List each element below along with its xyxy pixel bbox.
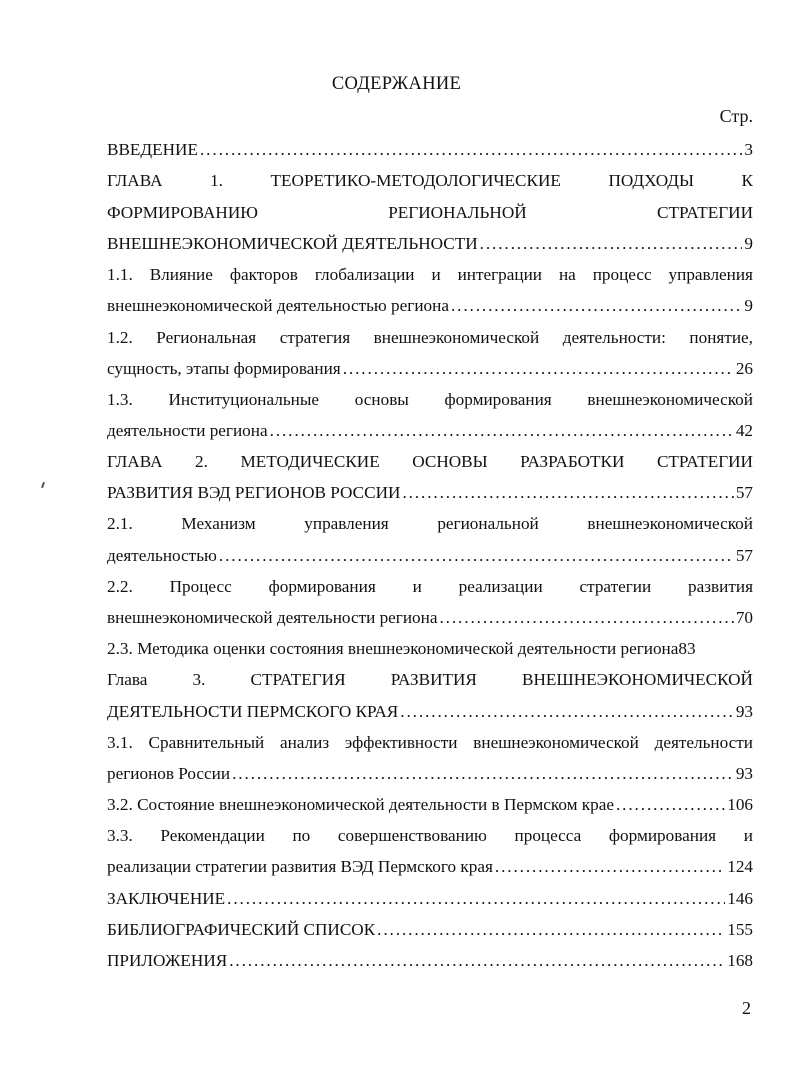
toc-word: реализации (458, 577, 543, 596)
toc-page-number: 57 (735, 546, 753, 565)
toc-entry-text: ПРИЛОЖЕНИЯ (107, 951, 228, 970)
toc-word: Институциональные (168, 390, 320, 409)
toc-entry-line (107, 949, 753, 973)
toc-entry-line (107, 668, 753, 692)
toc-word: по (292, 826, 311, 845)
toc-page-number: 124 (727, 857, 753, 876)
toc-entry-text: ВНЕШНЕЭКОНОМИЧЕСКОЙ ДЕЯТЕЛЬНОСТИ (107, 234, 478, 253)
toc-word: эффективности (344, 733, 458, 752)
toc-entry-line (107, 232, 753, 256)
toc-page-number: 155 (727, 920, 753, 939)
dot-leader (451, 294, 742, 318)
toc-entry-line: 2.3. Методика оценки состояния внешнеэкономической деятельности региона83 (107, 639, 696, 658)
dot-leader (200, 138, 742, 162)
toc-word: интеграции (457, 265, 542, 284)
toc-page-number: 42 (735, 421, 753, 440)
toc-entry-line (107, 855, 753, 879)
toc-word: внешнеэкономической (473, 733, 639, 752)
toc-entry-text: сущность, этапы формирования (107, 359, 341, 378)
page-number: 2 (742, 998, 751, 1018)
dot-leader (400, 700, 734, 724)
toc-word: факторов (229, 265, 298, 284)
toc-word: К (741, 171, 753, 190)
toc-word: Влияние (149, 265, 213, 284)
toc-page-number: 26 (735, 359, 753, 378)
toc-word: и (412, 577, 422, 596)
dot-leader (402, 481, 733, 505)
toc-word: основы (354, 390, 409, 409)
toc-entry-text: реализации стратегии развития ВЭД Пермского края (107, 857, 493, 876)
toc-entry-line (107, 326, 753, 350)
page-title: СОДЕРЖАНИЕ (331, 74, 462, 94)
toc-word: ВНЕШНЕЭКОНОМИЧЕСКОЙ (522, 670, 753, 689)
toc-word: внешнеэкономической (587, 514, 753, 533)
toc-word: РЕГИОНАЛЬНОЙ (388, 203, 527, 222)
dot-leader (439, 606, 733, 630)
dot-leader (480, 232, 743, 256)
toc-word: МЕТОДИЧЕСКИЕ (240, 452, 380, 471)
dot-leader (616, 793, 725, 817)
toc-word: процесс (592, 265, 652, 284)
toc-word: внешнеэкономической (373, 328, 540, 347)
toc-word: деятельности (654, 733, 753, 752)
toc-word: управления (304, 514, 389, 533)
toc-word: стратегия (279, 328, 351, 347)
toc-entry-line (107, 793, 753, 817)
toc-entry-text: РАЗВИТИЯ ВЭД РЕГИОНОВ РОССИИ (107, 483, 401, 502)
toc-page-number: 106 (727, 795, 753, 814)
toc-word: ПОДХОДЫ (608, 171, 694, 190)
toc-entry-line (107, 263, 753, 287)
toc-word: Механизм (181, 514, 256, 533)
toc-word: развития (688, 577, 753, 596)
toc-page-number: 146 (727, 889, 753, 908)
toc-word: управления (668, 265, 753, 284)
toc-word: 2. (195, 452, 208, 471)
dot-leader (377, 918, 725, 942)
toc-entry-line (107, 201, 753, 225)
toc-page-number: 70 (735, 608, 753, 627)
toc-word: и (743, 826, 753, 845)
toc-word: СТРАТЕГИЯ (250, 670, 346, 689)
dot-leader (229, 949, 725, 973)
toc-entry-text: ВВЕДЕНИЕ (107, 140, 198, 159)
dot-leader (270, 419, 734, 443)
toc-page-number: 93 (735, 764, 753, 783)
toc-word: 2.2. (107, 577, 133, 596)
toc-entry-text: регионов России (107, 764, 231, 783)
toc-word: деятельности: (562, 328, 666, 347)
toc-word: 1.1. (107, 265, 133, 284)
toc-word: Рекомендации (160, 826, 265, 845)
page-column-label: Стр. (719, 106, 753, 126)
toc-entry-line (107, 512, 753, 536)
toc-word: формирования (608, 826, 717, 845)
toc-word: формирования (268, 577, 376, 596)
toc-entry-text: деятельностью (107, 546, 217, 565)
toc-entry-text: 3.2. Состояние внешнеэкономической деятельности в Пермском крае (107, 795, 614, 814)
toc-word: и (431, 265, 441, 284)
toc-word: Сравнительный (148, 733, 265, 752)
toc-word: совершенствованию (337, 826, 487, 845)
toc-word: глобализации (314, 265, 415, 284)
toc-entry-line (107, 731, 753, 755)
toc-entry-text: внешнеэкономической деятельности региона (107, 608, 438, 627)
toc-word: СТРАТЕГИИ (656, 452, 753, 471)
toc-word: региональной (437, 514, 539, 533)
toc-word: РАЗРАБОТКИ (520, 452, 625, 471)
dot-leader (227, 887, 725, 911)
toc-word: анализ (279, 733, 330, 752)
dot-leader (232, 762, 734, 786)
toc-word: 3.3. (107, 826, 133, 845)
toc-entry-line (107, 918, 753, 942)
toc-entry-line (107, 824, 753, 848)
toc-entry-line (107, 357, 753, 381)
toc-word: ТЕОРЕТИКО-МЕТОДОЛОГИЧЕСКИЕ (270, 171, 561, 190)
toc-entry-line (107, 544, 753, 568)
toc-word: формирования (444, 390, 552, 409)
toc-entry-text: деятельности региона (107, 421, 268, 440)
toc-word: 1.2. (107, 328, 133, 347)
toc-word: Процесс (169, 577, 232, 596)
toc-word: Региональная (156, 328, 257, 347)
toc-entry-text: БИБЛИОГРАФИЧЕСКИЙ СПИСОК (107, 920, 376, 939)
scan-speck (41, 482, 45, 488)
toc-page-number: 9 (744, 234, 753, 253)
dot-leader (343, 357, 734, 381)
toc-entry-line (107, 419, 753, 443)
toc-word: 2.1. (107, 514, 133, 533)
toc-word: СТРАТЕГИИ (657, 203, 753, 222)
toc-entry-line (107, 762, 753, 786)
dot-leader (219, 544, 734, 568)
toc-entry-line (107, 169, 753, 193)
toc-entry-line (107, 388, 753, 412)
toc-entry-line (107, 606, 753, 630)
toc-word: 3.1. (107, 733, 133, 752)
toc-entry-line (107, 294, 753, 318)
toc-entry-line (107, 887, 753, 911)
toc-word: процесса (514, 826, 582, 845)
dot-leader (495, 855, 725, 879)
toc-word: РАЗВИТИЯ (390, 670, 477, 689)
toc-word: ГЛАВА (107, 452, 163, 471)
toc-page-number: 57 (735, 483, 753, 502)
toc-entry-line (107, 481, 753, 505)
toc-page-number: 3 (744, 140, 753, 159)
toc-entry-text: внешнеэкономической деятельностью региона (107, 296, 449, 315)
toc-word: на (558, 265, 576, 284)
toc-entry-text: ЗАКЛЮЧЕНИЕ (107, 889, 226, 908)
toc-word: 1.3. (107, 390, 133, 409)
toc-word: ГЛАВА (107, 171, 163, 190)
toc-word: стратегии (579, 577, 652, 596)
toc-word: внешнеэкономической (587, 390, 753, 409)
toc-page-number: 93 (735, 702, 753, 721)
toc-entry-line (107, 450, 753, 474)
toc-word: ОСНОВЫ (412, 452, 488, 471)
toc-entry-text: ДЕЯТЕЛЬНОСТИ ПЕРМСКОГО КРАЯ (107, 702, 399, 721)
toc-word: 1. (210, 171, 223, 190)
toc-page-number: 9 (744, 296, 753, 315)
toc-page-number: 168 (727, 951, 753, 970)
toc-word: Глава (107, 670, 148, 689)
toc-word: 3. (192, 670, 206, 689)
toc-entry-line (107, 138, 753, 162)
toc-word: ФОРМИРОВАНИЮ (107, 203, 258, 222)
toc-entry-line (107, 575, 753, 599)
toc-word: понятие, (689, 328, 753, 347)
toc-entry-line (107, 700, 753, 724)
